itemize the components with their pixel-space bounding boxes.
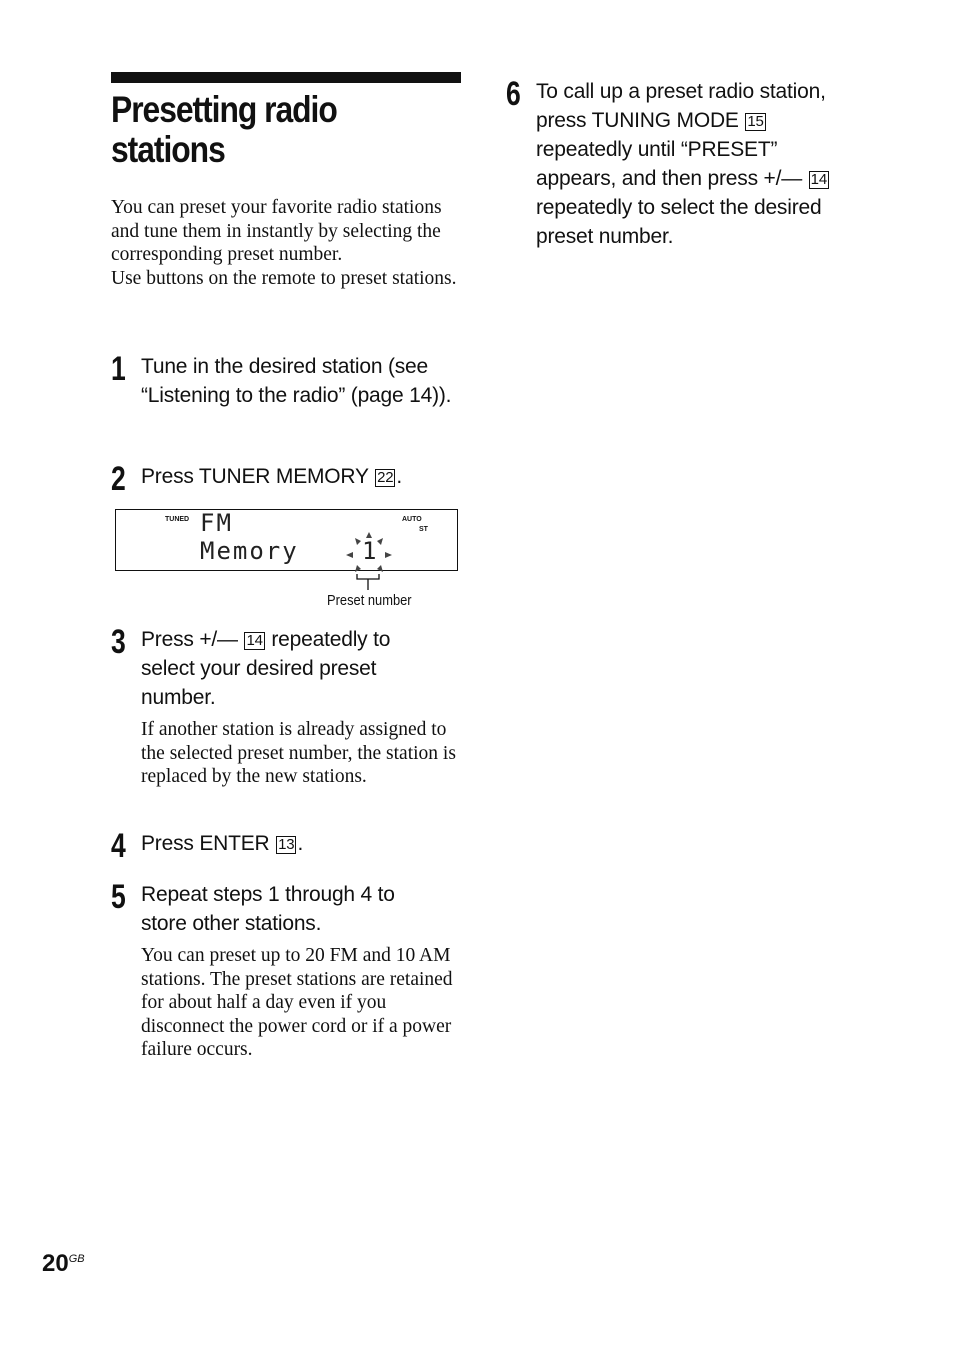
step-text-part: Press +/— xyxy=(141,628,238,651)
display-caption: Preset number xyxy=(327,592,412,609)
intro-paragraph: You can preset your favorite radio stations and tune them in instantly by selecting the corresponding preset number. xyxy=(111,197,442,266)
intro-text xyxy=(111,196,461,290)
step-text-part: To call up a preset radio station, press TUNING MODE xyxy=(536,80,826,132)
step-note: If another station is already assigned to the selected preset number, the station is replaced by the new stations. xyxy=(141,719,456,788)
step-text-part: Press ENTER xyxy=(141,832,270,855)
step-text xyxy=(141,829,461,858)
step-text xyxy=(141,625,441,712)
step-note: You can preset up to 20 FM and 10 AM stations. The preset stations are retained for about half a day even if you disconnect the power cord or if a power failure occurs. xyxy=(141,945,453,1061)
auto-indicator: AUTO xyxy=(402,516,422,523)
title-rule xyxy=(111,72,461,83)
display-line-2: Memory xyxy=(200,537,299,565)
step-number: 5 xyxy=(111,878,126,916)
tuned-indicator: TUNED xyxy=(165,516,190,523)
step-text-part: repeatedly until “PRESET” appears, and then press +/— xyxy=(536,138,803,190)
button-number-badge: 14 xyxy=(246,632,263,649)
step-text-part: Press TUNER MEMORY xyxy=(141,465,369,488)
button-number-badge: 14 xyxy=(810,171,827,188)
step-text-part: repeatedly to select your desired preset number. xyxy=(141,628,391,709)
page-number-value: 20 xyxy=(42,1250,69,1277)
stereo-indicator: ST xyxy=(419,526,428,533)
step-number: 3 xyxy=(111,623,126,661)
step-text-part: repeatedly to select the desired preset number. xyxy=(536,196,822,248)
intro-paragraph-2: Use buttons on the remote to preset stations. xyxy=(111,267,457,289)
step-text-part: . xyxy=(396,465,403,488)
button-number-badge: 15 xyxy=(747,113,764,130)
button-number-badge: 13 xyxy=(278,836,295,853)
step-number: 6 xyxy=(506,75,521,113)
page-number xyxy=(42,1250,85,1278)
step-number: 1 xyxy=(111,350,126,388)
display-line-1: FM xyxy=(200,509,233,537)
preset-number-digit: 1 xyxy=(362,537,379,565)
step-text: Repeat steps 1 through 4 to store other stations. xyxy=(141,883,395,935)
step-text xyxy=(141,462,461,491)
button-number-badge: 22 xyxy=(377,469,394,486)
page-title: Presetting radio stations xyxy=(111,89,337,170)
step-number: 4 xyxy=(111,827,126,865)
display-illustration xyxy=(115,509,458,571)
page-number-suffix: GB xyxy=(68,1253,85,1265)
step-number: 2 xyxy=(111,460,126,498)
pointer-line-icon xyxy=(356,566,382,592)
step-text: Tune in the desired station (see “Listening to the radio” (page 14)). xyxy=(141,355,452,407)
step-text xyxy=(536,77,854,251)
step-text-part: . xyxy=(297,832,304,855)
